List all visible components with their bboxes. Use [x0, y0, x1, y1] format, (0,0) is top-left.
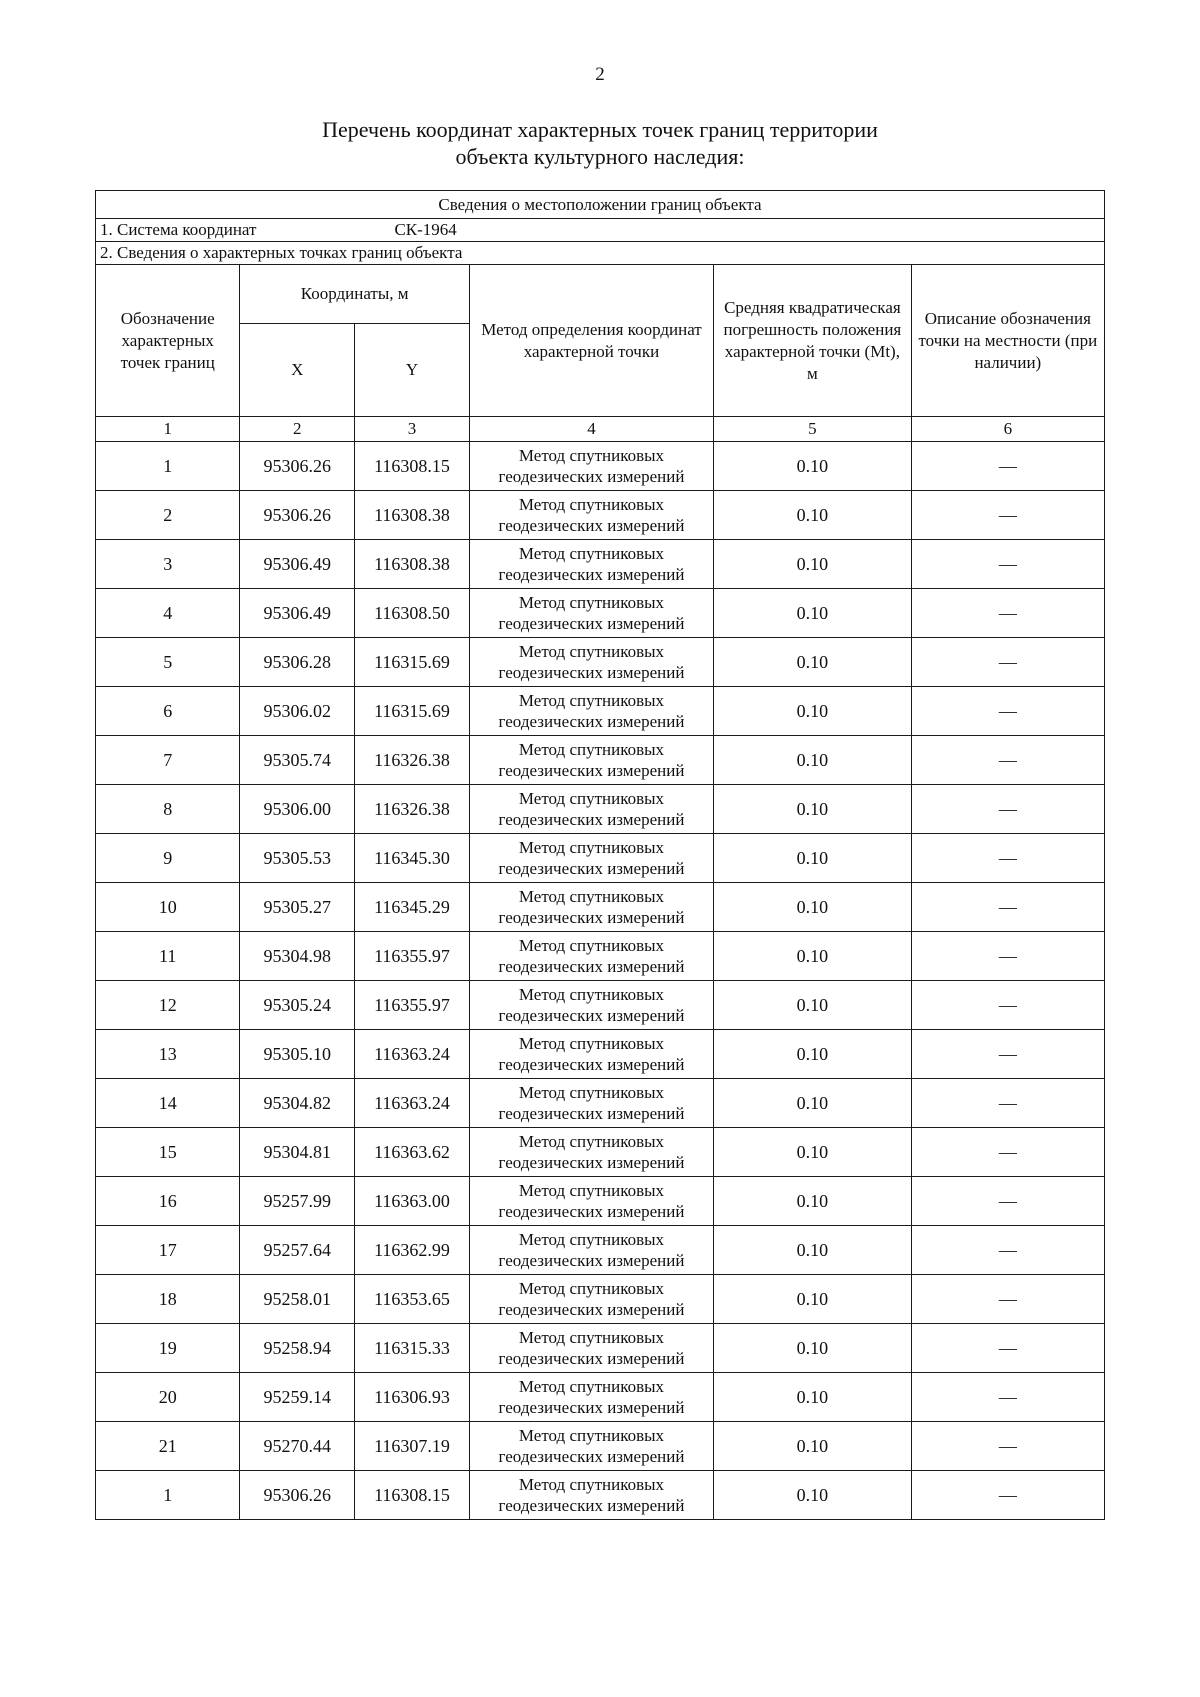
cell-x: 95270.44: [240, 1422, 355, 1471]
cell-y: 116363.24: [355, 1079, 470, 1128]
cell-method: Метод спутниковых геодезических измерений: [469, 1324, 713, 1373]
cell-x: 95306.49: [240, 589, 355, 638]
cell-y: 116315.33: [355, 1324, 470, 1373]
cell-error: 0.10: [714, 736, 912, 785]
cell-x: 95305.53: [240, 834, 355, 883]
table-row: [96, 1324, 1105, 1373]
cell-y: 116308.38: [355, 491, 470, 540]
cell-error: 0.10: [714, 1079, 912, 1128]
cell-method: Метод спутниковых геодезических измерений: [469, 932, 713, 981]
cell-point: 8: [96, 785, 240, 834]
cell-method: Метод спутниковых геодезических измерений: [469, 1471, 713, 1520]
document-title-line-2: объекта культурного наследия:: [455, 144, 745, 169]
cell-x: 95304.98: [240, 932, 355, 981]
cell-x: 95306.26: [240, 491, 355, 540]
cell-error: 0.10: [714, 589, 912, 638]
cell-y: 116362.99: [355, 1226, 470, 1275]
cell-point: 5: [96, 638, 240, 687]
col-header-y: Y: [355, 324, 470, 417]
cell-method: Метод спутниковых геодезических измерений: [469, 638, 713, 687]
cell-method: Метод спутниковых геодезических измерений: [469, 736, 713, 785]
cell-y: 116308.15: [355, 1471, 470, 1520]
table-row: [96, 1226, 1105, 1275]
cell-error: 0.10: [714, 491, 912, 540]
cell-method: Метод спутниковых геодезических измерений: [469, 540, 713, 589]
cell-error: 0.10: [714, 883, 912, 932]
cell-method: Метод спутниковых геодезических измерений: [469, 981, 713, 1030]
cell-point: 21: [96, 1422, 240, 1471]
cell-description: —: [911, 883, 1104, 932]
cell-x: 95258.94: [240, 1324, 355, 1373]
cell-y: 116306.93: [355, 1373, 470, 1422]
cell-description: —: [911, 1324, 1104, 1373]
cell-description: —: [911, 1030, 1104, 1079]
col-number-1: 1: [96, 417, 240, 442]
cell-y: 116308.38: [355, 540, 470, 589]
cell-point: 4: [96, 589, 240, 638]
cell-method: Метод спутниковых геодезических измерений: [469, 442, 713, 491]
document-title: [0, 116, 1200, 170]
cell-description: —: [911, 1177, 1104, 1226]
cell-point: 7: [96, 736, 240, 785]
cell-error: 0.10: [714, 1177, 912, 1226]
cell-method: Метод спутниковых геодезических измерений: [469, 834, 713, 883]
col-number-4: 4: [469, 417, 713, 442]
cell-point: 2: [96, 491, 240, 540]
cell-x: 95305.74: [240, 736, 355, 785]
col-header-x: X: [240, 324, 355, 417]
cell-description: —: [911, 1079, 1104, 1128]
table-row: [96, 883, 1105, 932]
col-header-description: Описание обозначения точки на местности (при наличии): [911, 265, 1104, 417]
cell-description: —: [911, 1422, 1104, 1471]
cell-description: —: [911, 981, 1104, 1030]
cell-error: 0.10: [714, 1030, 912, 1079]
cell-error: 0.10: [714, 1226, 912, 1275]
cell-error: 0.10: [714, 932, 912, 981]
cell-description: —: [911, 687, 1104, 736]
cell-error: 0.10: [714, 1128, 912, 1177]
cell-error: 0.10: [714, 638, 912, 687]
cell-description: —: [911, 491, 1104, 540]
table-row: [96, 687, 1105, 736]
cell-error: 0.10: [714, 785, 912, 834]
cell-description: —: [911, 834, 1104, 883]
cell-description: —: [911, 785, 1104, 834]
cell-y: 116326.38: [355, 785, 470, 834]
cell-x: 95306.00: [240, 785, 355, 834]
cell-x: 95306.26: [240, 1471, 355, 1520]
cell-method: Метод спутниковых геодезических измерений: [469, 589, 713, 638]
col-number-6: 6: [911, 417, 1104, 442]
cell-error: 0.10: [714, 1324, 912, 1373]
cell-description: —: [911, 1275, 1104, 1324]
cell-description: —: [911, 736, 1104, 785]
cell-point: 1: [96, 442, 240, 491]
cell-method: Метод спутниковых геодезических измерений: [469, 687, 713, 736]
cell-error: 0.10: [714, 1373, 912, 1422]
cell-error: 0.10: [714, 540, 912, 589]
coordinate-system-value: СК-1964: [394, 220, 457, 239]
cell-point: 12: [96, 981, 240, 1030]
cell-y: 116355.97: [355, 932, 470, 981]
cell-method: Метод спутниковых геодезических измерений: [469, 1030, 713, 1079]
cell-error: 0.10: [714, 1275, 912, 1324]
cell-point: 1: [96, 1471, 240, 1520]
cell-error: 0.10: [714, 687, 912, 736]
cell-method: Метод спутниковых геодезических измерений: [469, 1226, 713, 1275]
table-row: [96, 785, 1105, 834]
cell-point: 11: [96, 932, 240, 981]
table-row: [96, 1373, 1105, 1422]
cell-y: 116345.29: [355, 883, 470, 932]
cell-x: 95258.01: [240, 1275, 355, 1324]
cell-y: 116308.15: [355, 442, 470, 491]
cell-method: Метод спутниковых геодезических измерений: [469, 491, 713, 540]
cell-x: 95259.14: [240, 1373, 355, 1422]
cell-description: —: [911, 589, 1104, 638]
cell-method: Метод спутниковых геодезических измерений: [469, 883, 713, 932]
cell-x: 95306.26: [240, 442, 355, 491]
table-row: [96, 1030, 1105, 1079]
cell-point: 10: [96, 883, 240, 932]
cell-error: 0.10: [714, 1422, 912, 1471]
cell-error: 0.10: [714, 981, 912, 1030]
cell-method: Метод спутниковых геодезических измерений: [469, 1422, 713, 1471]
col-header-coordinates: Координаты, м: [240, 265, 469, 324]
cell-point: 3: [96, 540, 240, 589]
cell-point: 14: [96, 1079, 240, 1128]
col-header-method: Метод определения координат характерной точки: [469, 265, 713, 417]
cell-description: —: [911, 1471, 1104, 1520]
table-row: [96, 1275, 1105, 1324]
table-row: [96, 981, 1105, 1030]
col-number-3: 3: [355, 417, 470, 442]
cell-x: 95305.24: [240, 981, 355, 1030]
table-row: [96, 638, 1105, 687]
cell-point: 9: [96, 834, 240, 883]
cell-x: 95306.49: [240, 540, 355, 589]
cell-method: Метод спутниковых геодезических измерений: [469, 1177, 713, 1226]
table-row: [96, 834, 1105, 883]
coordinate-system-label: 1. Система координат: [100, 220, 257, 239]
cell-description: —: [911, 1128, 1104, 1177]
coordinate-system-row: [96, 219, 1105, 242]
cell-description: —: [911, 932, 1104, 981]
table-row: [96, 540, 1105, 589]
cell-x: 95306.02: [240, 687, 355, 736]
table-row: [96, 589, 1105, 638]
cell-description: —: [911, 1373, 1104, 1422]
table-row: [96, 442, 1105, 491]
table-row: [96, 736, 1105, 785]
cell-description: —: [911, 442, 1104, 491]
cell-y: 116353.65: [355, 1275, 470, 1324]
cell-y: 116363.24: [355, 1030, 470, 1079]
col-number-5: 5: [714, 417, 912, 442]
cell-x: 95305.27: [240, 883, 355, 932]
cell-y: 116355.97: [355, 981, 470, 1030]
cell-point: 15: [96, 1128, 240, 1177]
cell-point: 13: [96, 1030, 240, 1079]
cell-point: 18: [96, 1275, 240, 1324]
cell-description: —: [911, 638, 1104, 687]
cell-y: 116345.30: [355, 834, 470, 883]
cell-description: —: [911, 540, 1104, 589]
cell-x: 95257.99: [240, 1177, 355, 1226]
cell-point: 17: [96, 1226, 240, 1275]
table-row: [96, 1128, 1105, 1177]
col-header-point: Обозначение характерных точек границ: [96, 265, 240, 417]
cell-point: 16: [96, 1177, 240, 1226]
cell-error: 0.10: [714, 834, 912, 883]
cell-x: 95304.81: [240, 1128, 355, 1177]
cell-method: Метод спутниковых геодезических измерений: [469, 1128, 713, 1177]
cell-method: Метод спутниковых геодезических измерений: [469, 1079, 713, 1128]
points-info-label: 2. Сведения о характерных точках границ объекта: [96, 242, 1105, 265]
table-row: [96, 1422, 1105, 1471]
cell-y: 116308.50: [355, 589, 470, 638]
cell-x: 95305.10: [240, 1030, 355, 1079]
cell-y: 116326.38: [355, 736, 470, 785]
cell-y: 116307.19: [355, 1422, 470, 1471]
document-title-line-1: Перечень координат характерных точек границ территории: [322, 117, 878, 142]
cell-point: 20: [96, 1373, 240, 1422]
cell-y: 116363.62: [355, 1128, 470, 1177]
cell-error: 0.10: [714, 442, 912, 491]
cell-description: —: [911, 1226, 1104, 1275]
cell-x: 95304.82: [240, 1079, 355, 1128]
cell-point: 19: [96, 1324, 240, 1373]
table-row: [96, 1177, 1105, 1226]
cell-method: Метод спутниковых геодезических измерений: [469, 1275, 713, 1324]
table-row: [96, 491, 1105, 540]
cell-point: 6: [96, 687, 240, 736]
cell-method: Метод спутниковых геодезических измерений: [469, 1373, 713, 1422]
table-row: [96, 1471, 1105, 1520]
table-row: [96, 1079, 1105, 1128]
table-row: [96, 932, 1105, 981]
cell-y: 116315.69: [355, 687, 470, 736]
cell-method: Метод спутниковых геодезических измерений: [469, 785, 713, 834]
page-number: 2: [595, 64, 605, 85]
cell-error: 0.10: [714, 1471, 912, 1520]
cell-y: 116363.00: [355, 1177, 470, 1226]
cell-x: 95306.28: [240, 638, 355, 687]
table-header-main: Сведения о местоположении границ объекта: [96, 191, 1105, 219]
col-number-2: 2: [240, 417, 355, 442]
coordinates-table: [95, 190, 1105, 1520]
cell-y: 116315.69: [355, 638, 470, 687]
cell-x: 95257.64: [240, 1226, 355, 1275]
col-header-error: Средняя квадратическая погрешность положения характерной точки (Mt), м: [714, 265, 912, 417]
